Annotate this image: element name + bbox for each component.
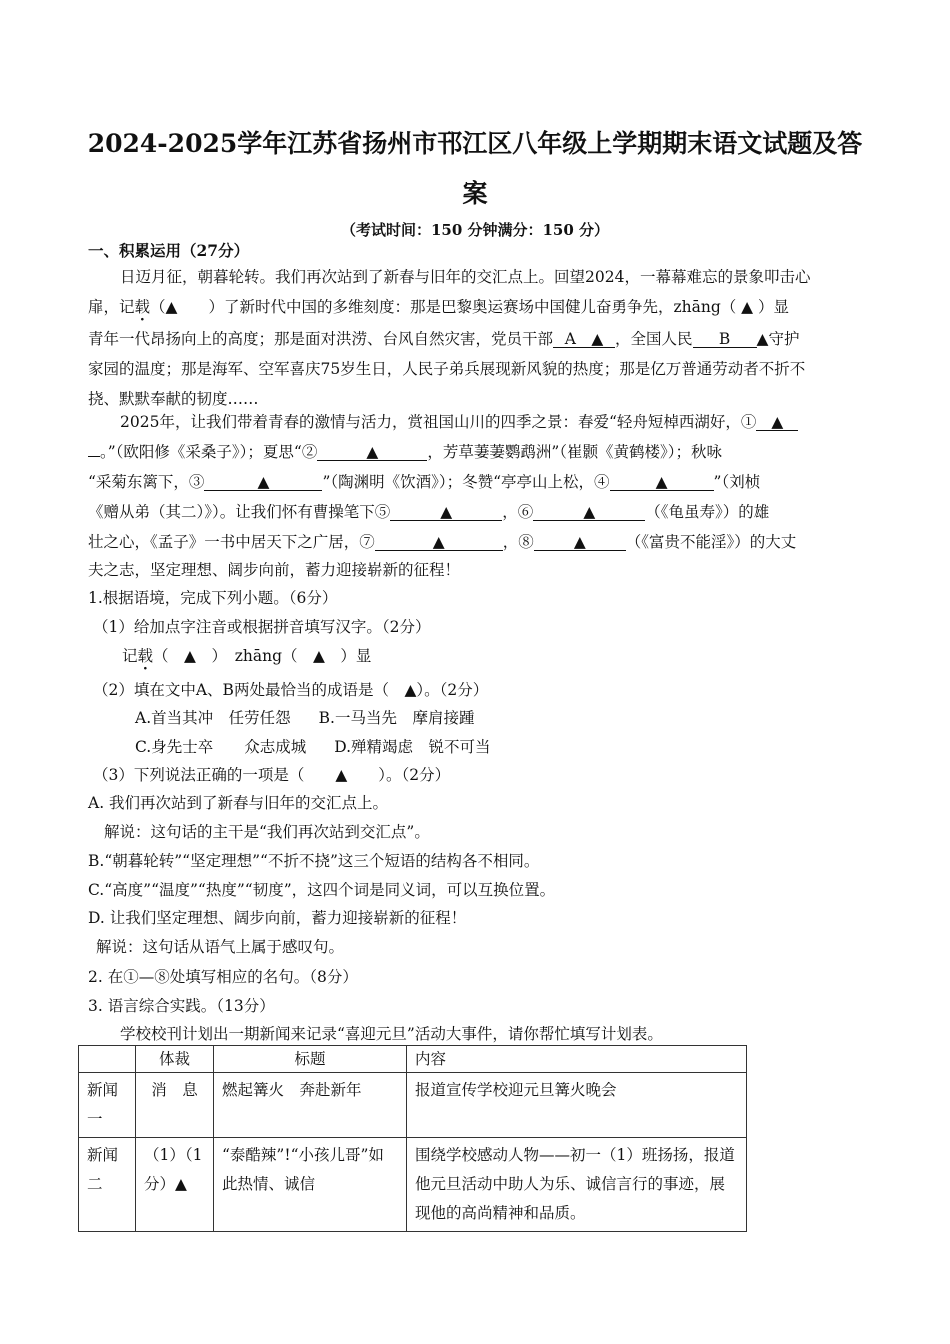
news-plan-table	[78, 1045, 747, 1232]
q1-options-cd: C.身先士卒 众志成城 D.殚精竭虑 锐不可当	[135, 738, 491, 756]
table-cell: 消 息	[136, 1073, 214, 1138]
q1-choice-a: A. 我们再次站到了新春与旧年的交汇点上。	[88, 794, 389, 812]
table-cell: 新闻一	[79, 1073, 136, 1138]
para2-line2: 。”（欧阳修《采桑子》）；夏思“② ▲ ，芳草萋萋鹦鹉洲”（崔颢《黄鹤楼》）；秋咏	[88, 442, 722, 462]
q1-choice-c: C.“高度”“温度”“热度”“韧度”，这四个词是同义词，可以互换位置。	[88, 881, 556, 899]
para2-line3: “采菊东篱下，③ ▲ ”（陶渊明《饮酒》）；冬赞“亭亭山上松，④ ▲ ”（刘桢	[88, 473, 761, 491]
para2-line1: 2025年，让我们带着青春的激情与活力，赏祖国山川的四季之景：春爱“轻舟短棹西湖好，① ▲	[120, 412, 798, 432]
q1-options-ab: A.首当其冲 任劳任怨 B.一马当先 摩肩接踵	[135, 709, 475, 727]
document-title-line2: 案	[462, 179, 488, 208]
para1-line1: 日迈月征，朝暮轮转。我们再次站到了新春与旧年的交汇点上。回望2024，一幕幕难忘的景象叩击心	[120, 268, 811, 286]
q3-heading: 3. 语言综合实践。（13分）	[88, 997, 275, 1015]
table-cell: 报道宣传学校迎元旦篝火晚会	[407, 1073, 747, 1138]
para2-line6: 夫之志，坚定理想、阔步向前，蓄力迎接崭新的征程！	[88, 561, 461, 579]
para1-line4: 家园的温度；那是海军、空军喜庆75岁生日，人民子弟兵展现新风貌的热度；那是亿万普通劳动者不折不	[88, 360, 806, 378]
para1-line2: 扉，记载（▲ ）了新时代中国的多维刻度：那是巴黎奥运赛场中国健儿奋勇争先，zhāng（ ▲ ）显	[88, 298, 790, 316]
table-cell: （1）（1分）▲	[136, 1138, 214, 1232]
q1-sub3: （3）下列说法正确的一项是（ ▲ ）。（2分）	[93, 766, 451, 784]
table-header-cell	[79, 1046, 136, 1073]
q2-heading: 2. 在①—⑧处填写相应的名句。（8分）	[88, 968, 358, 986]
q1-sub2: （2）填在文中A、B两处最恰当的成语是（ ▲）。（2分）	[93, 681, 489, 699]
q1-choice-d: D. 让我们坚定理想、阔步向前，蓄力迎接崭新的征程！	[88, 909, 467, 927]
blank-5: ▲	[390, 504, 502, 521]
para1-line5: 挠、默默奉献的韧度……	[88, 390, 259, 408]
q1-sub1: （1）给加点字注音或根据拼音填写汉字。（2分）	[93, 618, 431, 636]
table-row	[79, 1138, 747, 1232]
para2-line4: 《赠从弟（其二）》）。让我们怀有曹操笔下⑤ ▲ ，⑥ ▲ （《龟虽寿》）的雄	[88, 503, 770, 521]
blank-8: ▲	[534, 534, 626, 551]
table-cell: 燃起篝火 奔赴新年	[214, 1073, 407, 1138]
table-header-cell: 内容	[407, 1046, 747, 1073]
para2-line5: 壮之心，《孟子》一书中居天下之广居，⑦ ▲ ，⑧ ▲ （《富贵不能淫》）的大丈	[88, 533, 797, 551]
table-cell: 新闻二	[79, 1138, 136, 1232]
blank-2: ▲	[317, 444, 427, 461]
q1-choice-b: B.“朝暮轮转”“坚定理想”“不折不挠”这三个短语的结构各不相同。	[88, 852, 540, 870]
blank-7: ▲	[375, 534, 503, 551]
table-cell: 围绕学校感动人物——初一（1）班扬扬，报道他元旦活动中助人为乐、诚信言行的事迹，展现他的高尚精神和品质。	[407, 1138, 747, 1232]
table-header-row	[79, 1046, 747, 1073]
q1-sub1-prompt: 记载（ ▲ ） zhāng（ ▲ ）显	[122, 647, 372, 665]
dotted-char: 载	[134, 298, 151, 316]
blank-3: ▲	[204, 474, 322, 491]
q1-heading: 1.根据语境，完成下列小题。（6分）	[88, 589, 338, 607]
q3-intro: 学校校刊计划出一期新闻来记录“喜迎元旦”活动大事件，请你帮忙填写计划表。	[120, 1025, 663, 1043]
dotted-char: 载	[137, 647, 154, 665]
table-row	[79, 1073, 747, 1138]
q1-choice-d-note: 解说：这句话从语气上属于感叹句。	[96, 938, 345, 956]
blank-a: A ▲	[553, 331, 615, 348]
table-header-cell: 标题	[214, 1046, 407, 1073]
table-cell: “泰酷辣”!“小孩儿哥”如此热情、诚信	[214, 1138, 407, 1232]
section-heading: 一、积累运用（27分）	[88, 241, 250, 260]
blank-1: ▲	[756, 414, 798, 431]
q1-choice-a-note: 解说：这句话的主干是“我们再次站到交汇点”。	[104, 823, 430, 841]
exam-info: （考试时间：150 分钟满分：150 分）	[340, 221, 610, 239]
table-header-cell: 体裁	[136, 1046, 214, 1073]
document-title-line1: 2024-2025学年江苏省扬州市邗江区八年级上学期期末语文试题及答	[87, 129, 863, 158]
blank-4: ▲	[610, 474, 714, 491]
blank-b: B	[693, 331, 757, 348]
blank-6: ▲	[533, 504, 645, 521]
para1-line3: 青年一代昂扬向上的高度；那是面对洪涝、台风自然灾害，党员干部 A ▲ ，全国人民 B ▲守护	[88, 330, 800, 348]
